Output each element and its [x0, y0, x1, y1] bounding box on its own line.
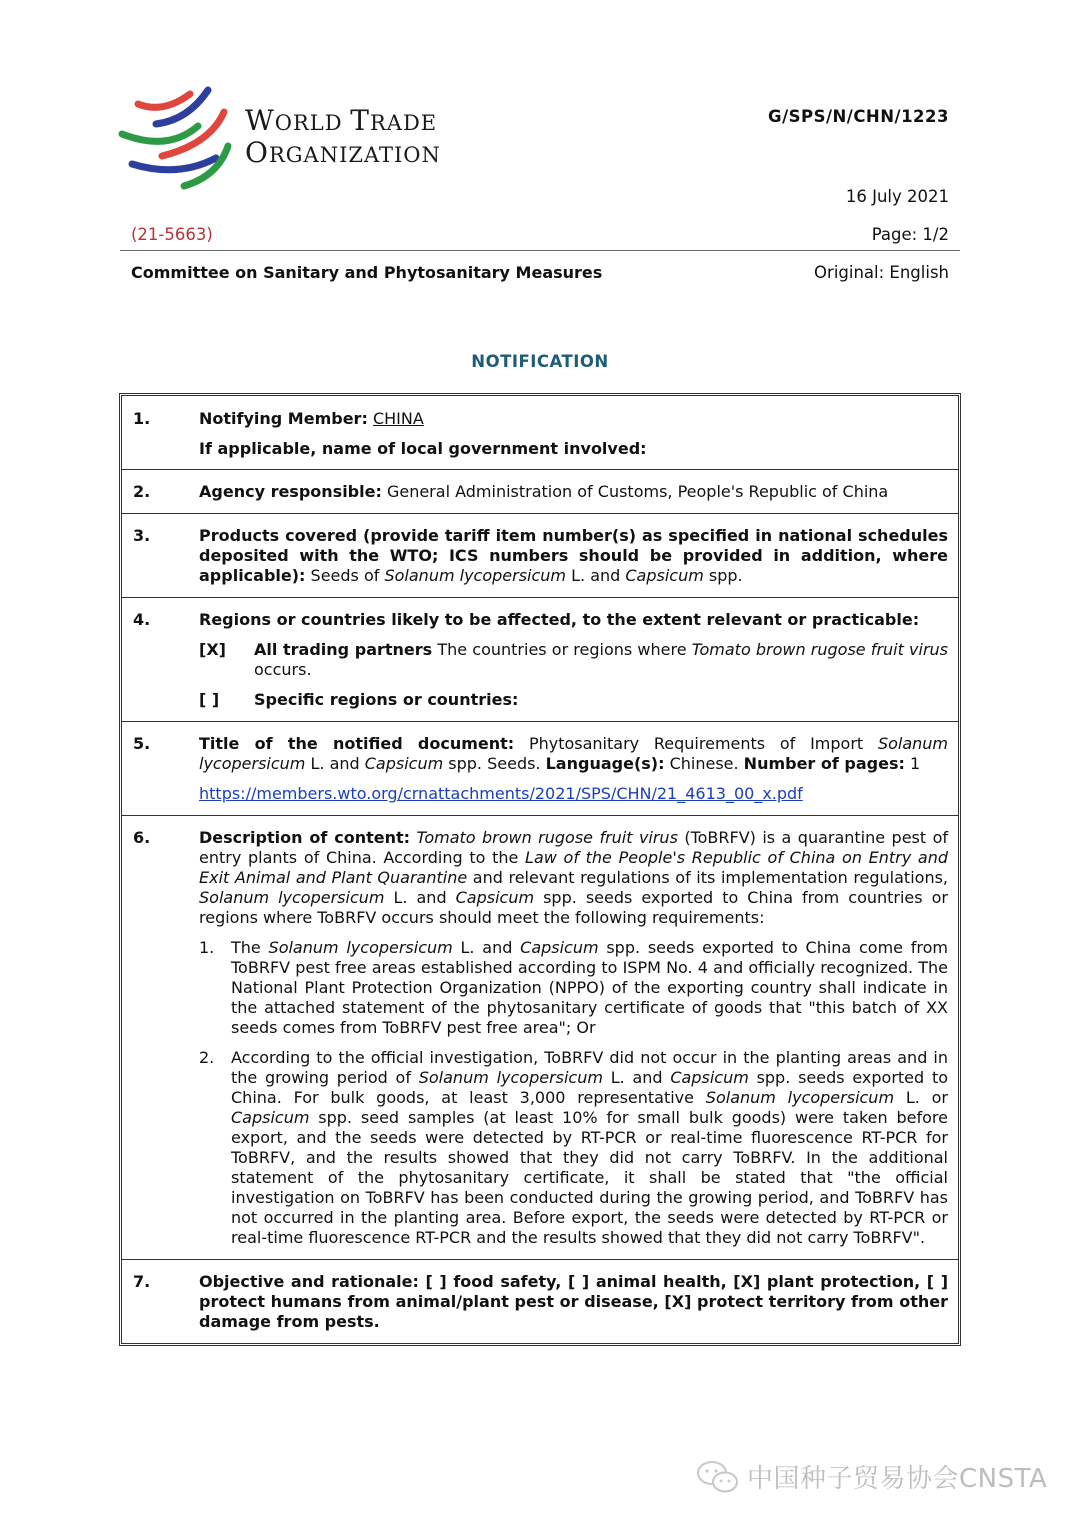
item-agency-responsible: [122, 469, 958, 513]
item-label: Products covered (provide tariff item number(s) as specified in national schedules deposited with the WTO; ICS numbers should be provided in addition, where applicable):: [199, 526, 948, 585]
wechat-icon: [695, 1459, 741, 1495]
pages-value: 1: [904, 754, 921, 773]
requirement-item: 1. The Solanum lycopersicum L. and Capsicum spp. seeds exported to China come from ToBRFV pest free areas established according to ISPM No. 4 and officially recognized. The National Plant Protection Organization (NPPO) of the exporting country shall indicate in the attached statement of the phytosanitary certificate of goods that "this batch of XX seeds comes from ToBRFV pest free area"; Or: [199, 938, 949, 1037]
item-objective-rationale: [122, 1259, 958, 1343]
option-all-trading-partners: [X] All trading partners The countries or regions where Tomato brown rugose fruit virus occurs.: [199, 640, 949, 679]
notification-table: [119, 393, 961, 1346]
notifying-member-value: CHINA: [372, 409, 424, 428]
objective-text: Objective and rationale: [ ] food safety, [ ] animal health, [X] plant protection, [ ] protect humans from animal/plant pest or disease, [X] protect territory from other damage from pests.: [199, 1272, 948, 1331]
document-reference: (21-5663): [131, 225, 213, 244]
item-number: 1.: [133, 409, 151, 428]
item-notifying-member: [122, 396, 958, 469]
organization-name: [245, 106, 441, 170]
checkbox-unchecked: [ ]: [199, 690, 220, 709]
org-name-line2: ORGANIZATION: [245, 136, 441, 169]
products-value: Seeds of Solanum lycopersicum L. and Capsicum spp.: [310, 566, 743, 585]
item-label: Notifying Member:: [199, 409, 368, 428]
item-number: 3.: [133, 526, 151, 545]
document-date: 16 July 2021: [845, 187, 949, 206]
item-label: Regions or countries likely to be affected, to the extent relevant or practicable:: [199, 610, 920, 629]
header-divider: [120, 250, 960, 251]
item-number: 6.: [133, 828, 151, 847]
original-language: Original: English: [814, 263, 949, 282]
item-notified-document: 5. Title of the notified document: Phytosanitary Requirements of Import Solanum lycopersicum L. and Capsicum spp. Seeds. Language(s): Chinese. Number of pages: 1 https://members.wto.org/crnattachments/2021/SPS/CHN/21_4613_00_x.pdf: [122, 721, 958, 815]
language-label: Language(s):: [545, 754, 665, 773]
description-intro: Description of content: Tomato brown rugose fruit virus (ToBRFV) is a quarantine pest of entry plants of China. According to the Law of the People's Republic of China on Entry and Exit Animal and Plant Quarantine and relevant regulations of its implementation regulations, Solanum lycopersicum L. and Capsicum spp. seeds exported to China from countries or regions where ToBRFV occurs should meet the following requirements:: [199, 828, 949, 927]
pages-label: Number of pages:: [743, 754, 905, 773]
document-link[interactable]: https://members.wto.org/crnattachments/2021/SPS/CHN/21_4613_00_x.pdf: [199, 784, 803, 803]
page-indicator: Page: 1/2: [871, 225, 949, 244]
item-products-covered: [122, 513, 958, 597]
org-name-line1: WORLD TRADE: [245, 104, 438, 137]
requirements-list: [199, 938, 948, 1248]
checkbox-checked: [X]: [199, 640, 226, 659]
local-government-label: If applicable, name of local government involved:: [199, 439, 647, 458]
language-value: Chinese.: [664, 754, 744, 773]
document-symbol: G/SPS/N/CHN/1223: [768, 107, 949, 126]
section-title: NOTIFICATION: [471, 352, 609, 371]
watermark: [695, 1458, 1047, 1495]
item-regions-affected: [122, 597, 958, 721]
item-label: Description of content:: [199, 828, 411, 847]
item-label: Title of the notified document:: [199, 734, 515, 753]
item-label: Agency responsible:: [199, 482, 382, 501]
watermark-text: 中国种子贸易协会CNSTA: [747, 1464, 1048, 1494]
item-number: 5.: [133, 734, 151, 753]
item-description-of-content: [122, 815, 958, 1259]
item-number: 4.: [133, 610, 151, 629]
item-number: 7.: [133, 1272, 151, 1291]
item-number: 2.: [133, 482, 151, 501]
option-specific-regions: [ ] Specific regions or countries:: [199, 690, 519, 709]
agency-value: General Administration of Customs, People's Republic of China: [386, 482, 889, 501]
requirement-item: 2. According to the official investigation, ToBRFV did not occur in the planting areas and in the growing period of Solanum lycopersicum L. and Capsicum spp. seeds exported to China. For bulk goods, at least 3,000 representative Solanum lycopersicum L. or Capsicum spp. seed samples (at least 10% for small bulk goods) were taken before export, and the seeds were detected by RT-PCR or real-time fluorescence RT-PCR for ToBRFV, and the results showed that they did not carry ToBRFV. In the additional statement of the phytosanitary certificate, it shall be stated that "the official investigation on ToBRFV has been conducted during the growing period, and ToBRFV has not occurred in the planting area. Before export, the seeds were detected by RT-PCR or real-time fluorescence RT-PCR and the results showed that they did not carry ToBRFV".: [199, 1048, 949, 1247]
wto-globe-logo-icon: [118, 86, 233, 194]
committee-name: Committee on Sanitary and Phytosanitary Measures: [131, 263, 603, 282]
